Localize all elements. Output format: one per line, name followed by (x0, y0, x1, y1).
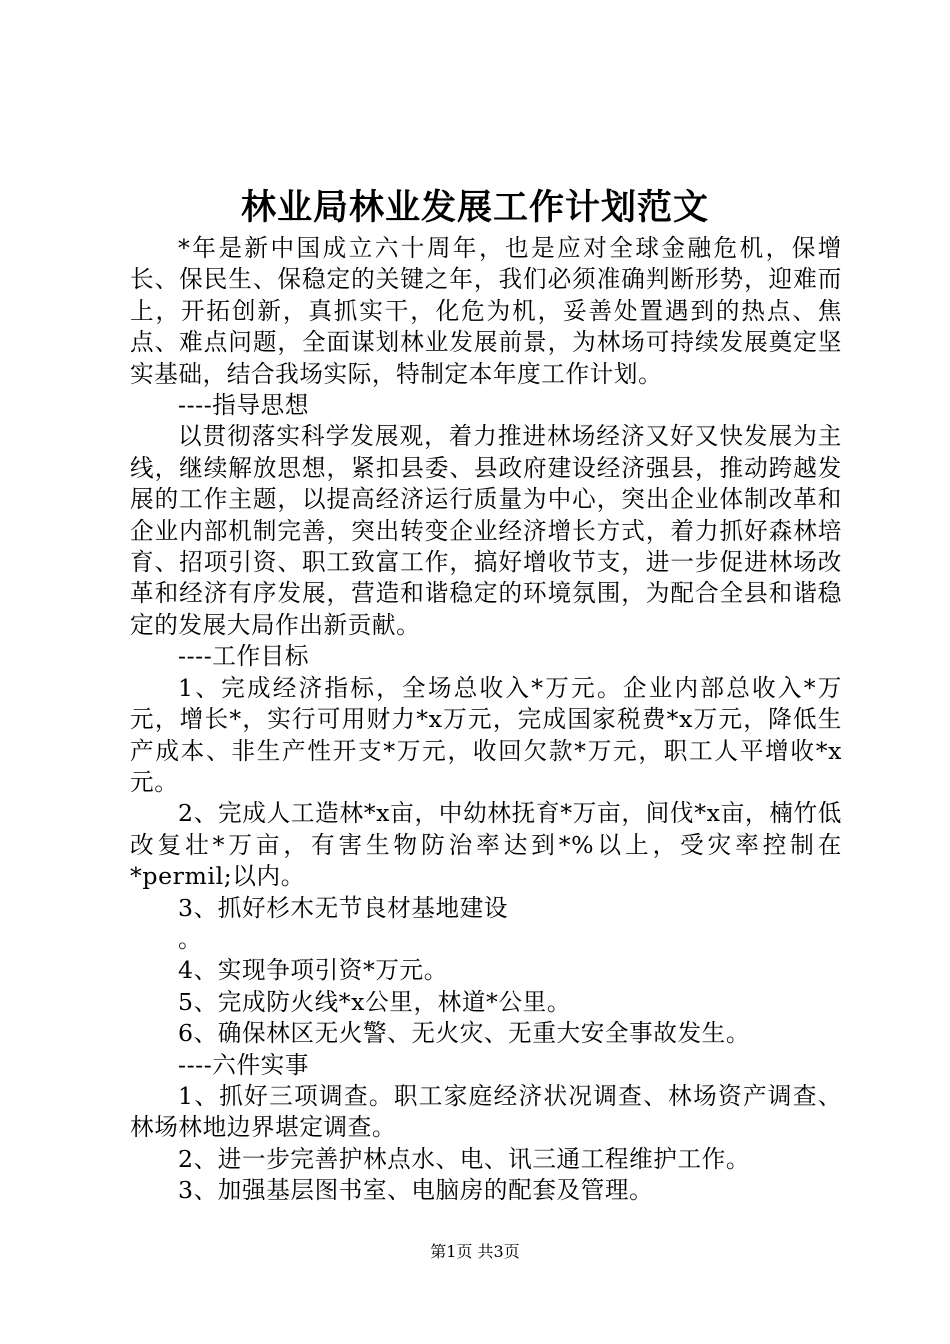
page-footer: 第1页 共3页 (430, 1242, 520, 1261)
task-item-3: 3、加强基层图书室、电脑房的配套及管理。 (178, 1176, 654, 1205)
goal-item-3: 3、抓好杉木无节良材基地建设 (178, 893, 509, 922)
goal-item-3-punctuation: 。 (178, 924, 203, 953)
document-title: 林业局林业发展工作计划范文 (240, 188, 709, 228)
section-heading-work-goals: ----工作目标 (178, 642, 310, 671)
task-item-1: 1、抓好三项调查。职工家庭经济状况调查、林场资产调查、林场林地边界堪定调查。 (130, 1081, 842, 1142)
goal-item-1: 1、完成经济指标，全场总收入*万元。企业内部总收入*万元，增长*，实行可用财力*x万元，完成国家税费*x万元，降低生产成本、非生产性开支*万元，收回欠款*万元，职工人平增收*x元。 (130, 673, 842, 796)
intro-paragraph: *年是新中国成立六十周年，也是应对全球金融危机，保增长、保民生、保稳定的关键之年，我们必须准确判断形势，迎难而上，开拓创新，真抓实干，化危为机，妥善处置遇到的热点、焦点、难点问题，全面谋划林业发展前景，为林场可持续发展奠定坚实基础，结合我场实际，特制定本年度工作计划。 (130, 234, 842, 388)
section-heading-six-tasks: ----六件实事 (178, 1050, 310, 1079)
goal-item-6: 6、确保林区无火警、无火灾、无重大安全事故发生。 (178, 1019, 751, 1048)
goal-item-4: 4、实现争项引资*万元。 (178, 956, 448, 985)
document-body (130, 233, 842, 1207)
goal-item-5: 5、完成防火线*x公里，林道*公里。 (178, 987, 572, 1016)
task-item-2: 2、进一步完善护林点水、电、讯三通工程维护工作。 (178, 1144, 751, 1173)
goal-item-2: 2、完成人工造林*x亩，中幼林抚育*万亩，间伐*x亩，楠竹低改复壮*万亩，有害生物防治率达到*%以上，受灾率控制在*permil;以内。 (130, 799, 842, 891)
section-heading-guiding-ideology: ----指导思想 (178, 391, 310, 420)
guiding-ideology-paragraph: 以贯彻落实科学发展观，着力推进林场经济又好又快发展为主线，继续解放思想，紧扣县委、县政府建设经济强县，推动跨越发展的工作主题，以提高经济运行质量为中心，突出企业体制改革和企业内部机制完善，突出转变企业经济增长方式，着力抓好森林培育、招项引资、职工致富工作，搞好增收节支，进一步促进林场改革和经济有序发展，营造和谐稳定的环境氛围，为配合全县和谐稳定的发展大局作出新贡献。 (130, 422, 842, 639)
